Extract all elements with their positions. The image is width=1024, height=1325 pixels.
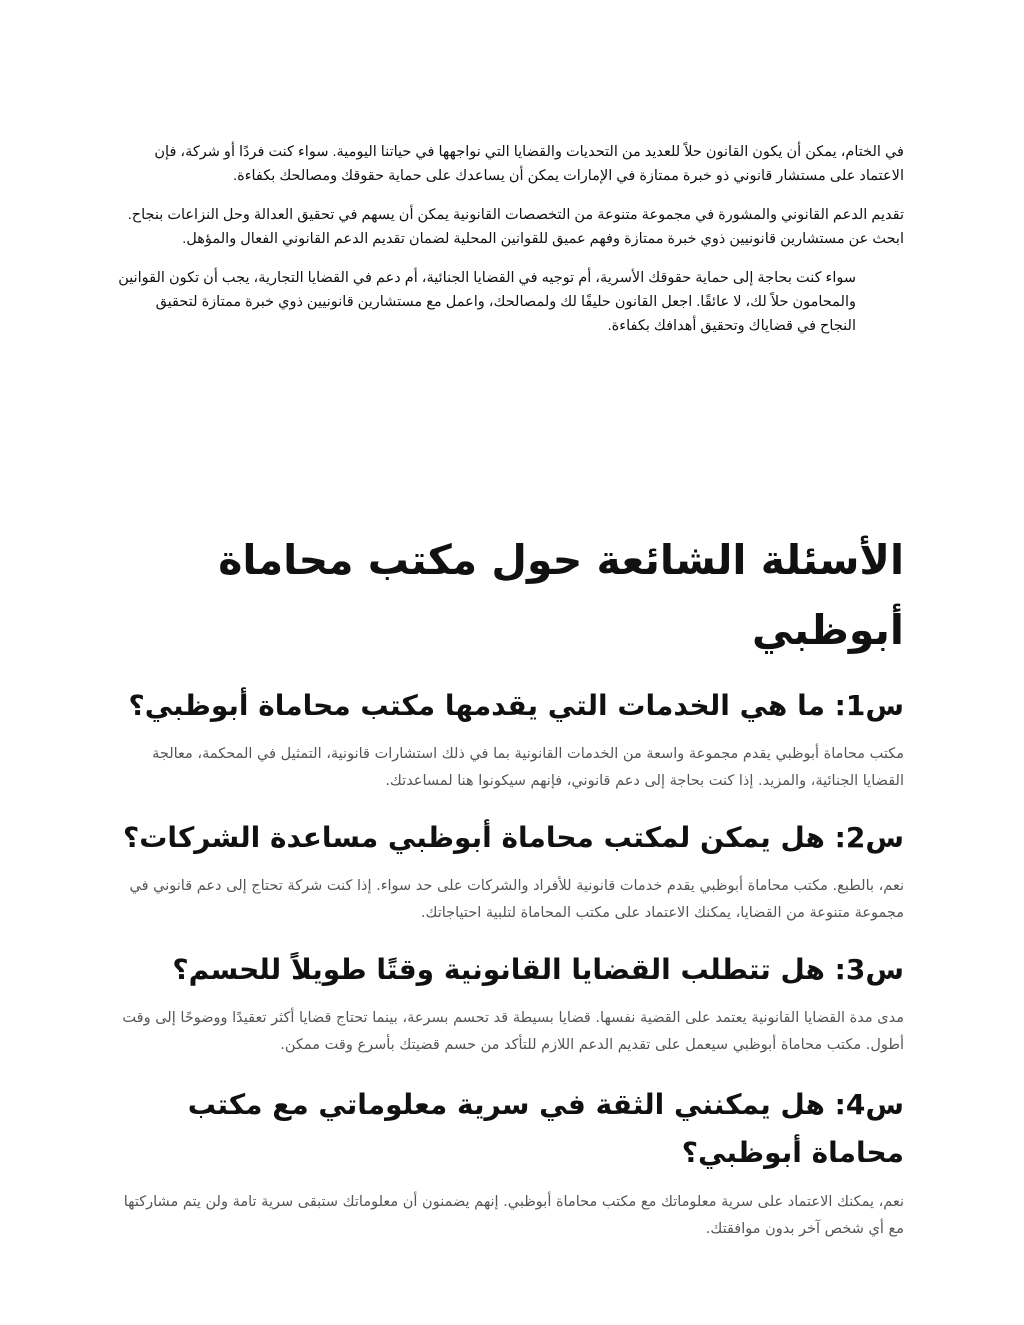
faq-title: الأسئلة الشائعة حول مكتب محاماة أبوظبي [218, 536, 904, 654]
faq-section [118, 525, 904, 1265]
faq-question: س1: ما هي الخدمات التي يقدمها مكتب محاماة أبوظبي؟ [128, 689, 904, 722]
faq-question: س2: هل يمكن لمكتب محاماة أبوظبي مساعدة الشركات؟ [123, 821, 904, 854]
faq-answer: مكتب محاماة أبوظبي يقدم مجموعة واسعة من الخدمات القانونية بما في ذلك استشارات قانونية، التمثيل في المحكمة، معالجة القضايا الجنائية، والمزيد. إذا كنت بحاجة إلى دعم قانوني، فإنهم سيكونوا هنا لمساعدتك. [152, 746, 904, 789]
faq-answer: نعم، يمكنك الاعتماد على سرية معلوماتك مع مكتب محاماة أبوظبي. إنهم يضمنون أن معلوماتك ستبقى سرية تامة ولن يتم مشاركتها مع أي شخص آخر بدون موافقتك. [123, 1194, 904, 1237]
faq-answer: مدى مدة القضايا القانونية يعتمد على القضية نفسها. قضايا بسيطة قد تحسم بسرعة، بينما تحتاج قضايا أكثر تعقيدًا ووضوحًا إلى وقت أطول. مكتب محاماة أبوظبي سيعمل على تقديم الدعم اللازم للتأكد من حسم قضيتك بأسرع وقت ممكن. [122, 1010, 904, 1053]
faq-question: س4: هل يمكنني الثقة في سرية معلوماتي مع مكتب محاماة أبوظبي؟ [187, 1088, 904, 1169]
intro-paragraph-support: تقديم الدعم القانوني والمشورة في مجموعة متنوعة من التخصصات القانونية يمكن أن يسهم في تحقيق العدالة وحل النزاعات بنجاح. ابحث عن مستشارين قانونيين ذوي خبرة ممتازة وفهم عميق للقوانين المحلية لضمان تقديم الدعم القانوني الفعال والمؤهل. [127, 207, 904, 247]
intro-paragraph-ally: سواء كنت بحاجة إلى حماية حقوقك الأسرية، أم توجيه في القضايا الجنائية، أم دعم في القضايا التجارية، يجب أن تكون القوانين والمحامون حلاً لك، لا عائقًا. اجعل القانون حليفًا لك ولمصالحك، واعمل مع مستشارين قانونيين ذوي خبرة ممتازة لتحقيق النجاح في قضاياك وتحقيق أهدافك بكفاءة. [118, 270, 856, 334]
intro-section [118, 140, 904, 353]
faq-item [118, 1081, 904, 1243]
faq-question: س3: هل تتطلب القضايا القانونية وقتًا طويلاً للحسم؟ [172, 953, 904, 986]
faq-answer: نعم، بالطبع. مكتب محاماة أبوظبي يقدم خدمات قانونية للأفراد والشركات على حد سواء. إذا كنت شركة تحتاج إلى دعم قانوني في مجموعة متنوعة من القضايا، يمكنك الاعتماد على مكتب المحاماة لتلبية احتياجاتك. [129, 878, 904, 921]
intro-paragraph-conclusion: في الختام، يمكن أن يكون القانون حلاً للعديد من التحديات والقضايا التي نواجهها في حياتنا اليومية. سواء كنت فردًا أو شركة، فإن الاعتماد على مستشار قانوني ذو خبرة ممتازة في الإمارات يمكن أن يساعدك على حماية حقوقك ومصالحك بكفاءة. [154, 144, 904, 184]
faq-item [118, 949, 904, 1059]
faq-item [118, 817, 904, 927]
faq-item [118, 685, 904, 795]
